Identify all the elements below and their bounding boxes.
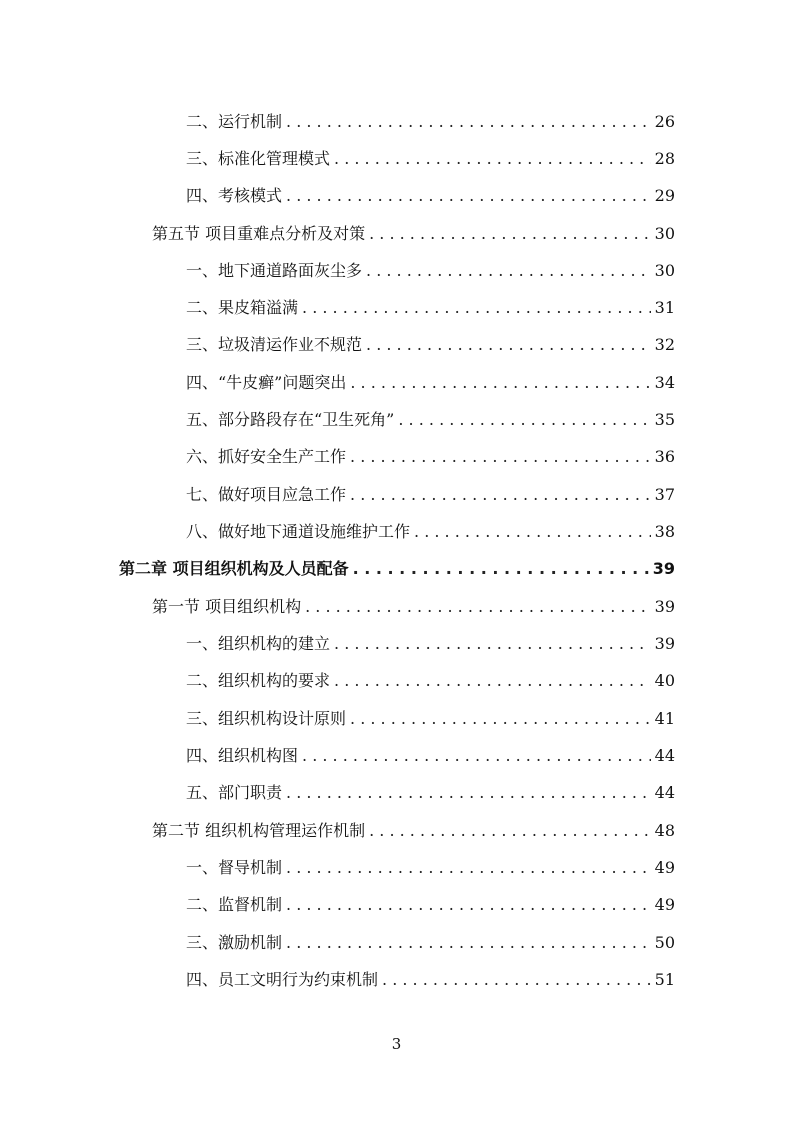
toc-entry-page: 36 [654, 447, 675, 466]
toc-entry[interactable] [186, 667, 675, 691]
toc-entry-label: 第二章 项目组织机构及人员配备 [119, 559, 349, 578]
toc-entry-label: 二、监督机制 [186, 895, 283, 914]
toc-entry-page: 49 [654, 858, 675, 877]
dot-leader [350, 373, 650, 393]
dot-leader [305, 597, 651, 617]
toc-entry-page: 51 [654, 970, 675, 989]
toc-entry-label: 四、“牛皮癣”问题突出 [186, 373, 347, 392]
toc-entry-page: 32 [654, 335, 675, 354]
dot-leader [369, 821, 651, 841]
dot-leader [334, 634, 651, 654]
toc-entry[interactable] [186, 406, 675, 430]
toc-entry[interactable] [186, 630, 675, 654]
dot-leader [302, 298, 651, 318]
toc-entry-label: 四、员工文明行为约束机制 [186, 970, 379, 989]
dot-leader [350, 709, 651, 729]
toc-entry-page: 41 [654, 709, 675, 728]
dot-leader [286, 933, 651, 953]
toc-entry-page: 30 [654, 261, 675, 280]
toc-entry-label: 二、果皮箱溢满 [186, 298, 299, 317]
toc-entry-label: 四、组织机构图 [186, 746, 299, 765]
toc-entry[interactable] [186, 369, 675, 393]
dot-leader [350, 485, 651, 505]
dot-leader [382, 970, 651, 990]
toc-entry-label: 五、部分路段存在“卫生死角” [186, 410, 395, 429]
toc-entry-label: 三、标准化管理模式 [186, 149, 331, 168]
toc-entry[interactable] [186, 443, 675, 467]
toc-entry-page: 39 [652, 559, 675, 578]
toc-entry[interactable] [186, 294, 675, 318]
toc-entry-page: 29 [654, 186, 675, 205]
toc-entry[interactable] [186, 929, 675, 953]
page-number: 3 [391, 1035, 402, 1053]
toc-entry-label: 八、做好地下通道设施维护工作 [186, 522, 411, 541]
toc-entry-page: 50 [654, 933, 675, 952]
dot-leader [286, 858, 651, 878]
toc-entry[interactable] [186, 481, 675, 505]
toc-chapter-entry[interactable] [119, 555, 675, 579]
toc-entry-page: 44 [654, 783, 675, 802]
toc-entry-label: 七、做好项目应急工作 [186, 485, 347, 504]
toc-entry-label: 六、抓好安全生产工作 [186, 447, 347, 466]
toc-entry[interactable] [186, 742, 675, 766]
toc-entry-page: 31 [654, 298, 675, 317]
toc-entry-page: 39 [654, 597, 675, 616]
toc-entry-label: 第二节 组织机构管理运作机制 [152, 821, 366, 840]
toc-entry-page: 34 [654, 373, 675, 392]
toc-entry[interactable] [186, 854, 675, 878]
toc-entry[interactable] [152, 817, 675, 841]
dot-leader [334, 149, 651, 169]
toc-entry[interactable] [186, 891, 675, 915]
toc-entry[interactable] [186, 705, 675, 729]
toc-entry[interactable] [186, 257, 675, 281]
toc-entry[interactable] [186, 108, 675, 132]
toc-entry-label: 三、激励机制 [186, 933, 283, 952]
toc-entry[interactable] [186, 518, 675, 542]
dot-leader [286, 783, 651, 803]
toc-entry[interactable] [186, 145, 675, 169]
toc-entry-page: 35 [654, 410, 675, 429]
toc-entry[interactable] [186, 966, 675, 990]
toc-entry-page: 49 [654, 895, 675, 914]
toc-entry[interactable] [152, 593, 675, 617]
toc-entry-label: 一、地下通道路面灰尘多 [186, 261, 363, 280]
toc-entry-label: 二、组织机构的要求 [186, 671, 331, 690]
toc-entry[interactable] [186, 182, 675, 206]
dot-leader [366, 335, 651, 355]
toc-entry-page: 38 [654, 522, 675, 541]
toc-entry[interactable] [186, 779, 675, 803]
dot-leader [286, 895, 651, 915]
toc-entry-page: 37 [654, 485, 675, 504]
toc-entry-label: 二、运行机制 [186, 112, 283, 131]
toc-entry[interactable] [186, 331, 675, 355]
toc-entry-page: 28 [654, 149, 675, 168]
toc-entry-page: 48 [654, 821, 675, 840]
toc-entry-label: 五、部门职责 [186, 783, 283, 802]
toc-entry-page: 44 [654, 746, 675, 765]
dot-leader [414, 522, 651, 542]
toc-entry-label: 一、组织机构的建立 [186, 634, 331, 653]
toc-entry[interactable] [152, 220, 675, 244]
dot-leader [302, 746, 651, 766]
toc-entry-label: 一、督导机制 [186, 858, 283, 877]
dot-leader [350, 447, 651, 467]
toc-entry-label: 三、组织机构设计原则 [186, 709, 347, 728]
dot-leader [369, 224, 651, 244]
toc-entry-page: 26 [654, 112, 675, 131]
dot-leader [353, 559, 649, 579]
dot-leader [286, 186, 651, 206]
toc-entry-label: 第一节 项目组织机构 [152, 597, 302, 616]
toc-entry-page: 39 [654, 634, 675, 653]
dot-leader [334, 671, 651, 691]
toc-entry-label: 三、垃圾清运作业不规范 [186, 335, 363, 354]
toc-entry-label: 四、考核模式 [186, 186, 283, 205]
toc-entry-page: 40 [654, 671, 675, 690]
dot-leader [398, 410, 650, 430]
toc-entry-page: 30 [654, 224, 675, 243]
toc-entry-label: 第五节 项目重难点分析及对策 [152, 224, 366, 243]
dot-leader [366, 261, 651, 281]
dot-leader [286, 112, 651, 132]
